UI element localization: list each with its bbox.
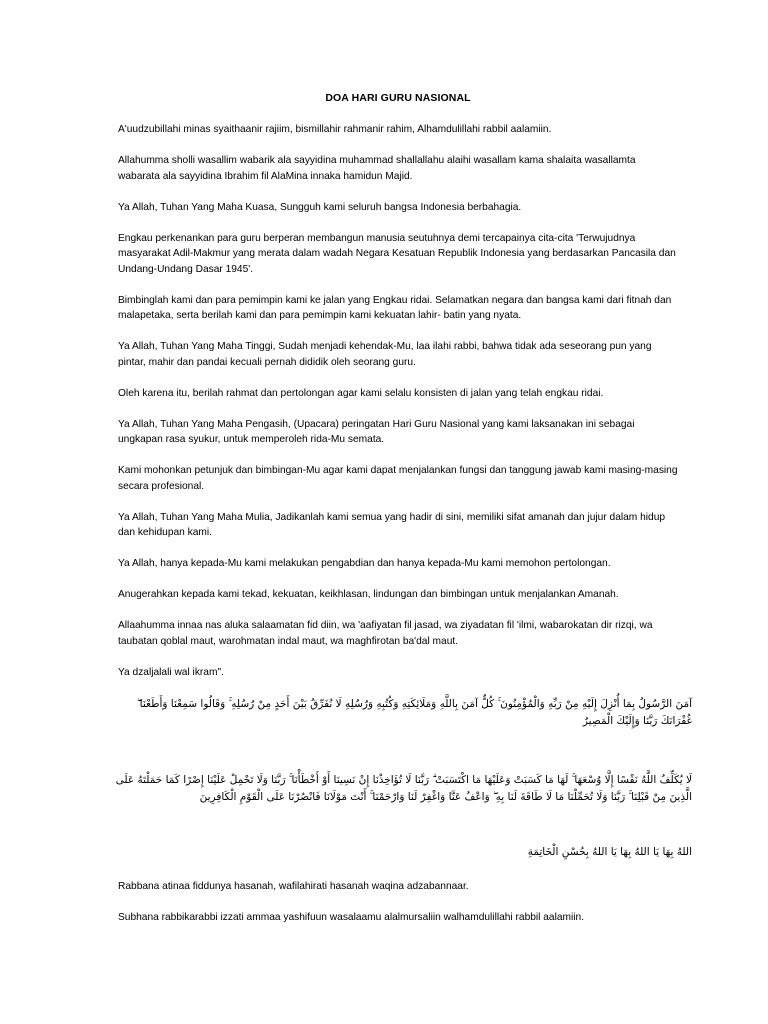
paragraph: Ya Allah, hanya kepada-Mu kami melakukan pengabdian dan hanya kepada-Mu kami memohon pertolongan. (118, 558, 611, 569)
paragraph: Oleh karena itu, berilah rahmat dan pertolongan agar kami selalu konsisten di jalan yang telah engkau ridai. (118, 387, 604, 399)
paragraph-sholawat: Allahumma sholli wasallim wabarik ala sayyidina muhammad shallallahu alaihi wasallam kama shalaita wasallamta wabarata ala sayyidina Ibrahim fil AlaMina innaka hamidun Majid. (118, 155, 636, 182)
paragraph: Kami mohonkan petunjuk dan bimbingan-Mu agar kami dapat menjalankan fungsi dan tanggung jawab kami masing-masing secara profesional. (118, 465, 678, 492)
paragraph-subhana: Subhana rabbikarabbi izzati ammaa yashifuun wasalaamu alalmursaliin walhamdulillahi rabbil aalamiin. (118, 911, 585, 923)
paragraph: Anugerahkan kepada kami tekad, kekuatan, keikhlasan, lindungan dan bimbingan untuk menjalankan Amanah. (118, 589, 619, 600)
paragraph: Ya Allah, Tuhan Yang Maha Mulia, Jadikanlah kami semua yang hadir di sini, memiliki sifat amanah dan jujur dalam hidup dan kehidupan kami. (118, 511, 666, 538)
paragraph-closing-ikram: Ya dzaljalali wal ikram". (118, 666, 224, 678)
paragraph: Ya Allah, Tuhan Yang Maha Tinggi, Sudah menjadi kehendak-Mu, laa ilahi rabbi, bahwa tidak ada seseorang pun yang pintar, mahir dan pandai kecuali pernah dididik oleh seorang guru. (118, 341, 652, 368)
arabic-verse-1: آمَنَ الرَّسُولُ بِمَا أُنْزِلَ إِلَيْهِ مِنْ رَبِّهِ وَالْمُؤْمِنُونَ ۚ كُلٌّ آمَنَ بِاللَّهِ وَمَلَائِكَتِهِ وَكُتُبِهِ وَرُسُلِهِ لَا نُفَرِّقُ بَيْنَ أَحَدٍ مِنْ رُسُلِهِ ۚ وَقَالُوا سَمِعْنَا وَأَطَعْنَا ۖ غُفْرَانَكَ رَبَّنَا وَإِلَيْكَ الْمَصِيرُ (137, 697, 692, 727)
paragraph: Bimbinglah kami dan para pemimpin kami ke jalan yang Engkau ridai. Selamatkan negara dan bangsa kami dari fitnah dan malapetaka, serta berilah kami dan para pemimpin kami kekuatan lahir- batin yang nyata. (118, 294, 672, 321)
paragraph: Ya Allah, Tuhan Yang Maha Pengasih, (Upacara) peringatan Hari Guru Nasional yang kami laksanakan ini sebagai ungkapan rasa syukur, untuk memperoleh rida-Mu semata. (118, 418, 635, 445)
arabic-verse-2: لَا يُكَلِّفُ اللَّهُ نَفْسًا إِلَّا وُسْعَهَا ۚ لَهَا مَا كَسَبَتْ وَعَلَيْهَا مَا اكْتَسَبَتْ ۗ رَبَّنَا لَا تُؤَاخِذْنَا إِنْ نَسِينَا أَوْ أَخْطَأْنَا ۚ رَبَّنَا وَلَا تَحْمِلْ عَلَيْنَا إِصْرًا كَمَا حَمَلْتَهُ عَلَى الَّذِينَ مِنْ قَبْلِنَا ۚ رَبَّنَا وَلَا تُحَمِّلْنَا مَا لَا طَاقَةَ لَنَا بِهِ ۖ وَاعْفُ عَنَّا وَاغْفِرْ لَنَا وَارْحَمْنَا ۚ أَنْتَ مَوْلَانَا فَانْصُرْنَا عَلَى الْقَوْمِ الْكَافِرِينَ (115, 773, 692, 803)
arabic-prayer-khatimah: اللهُ بِهَا يَا اللهُ بِهَا يَا اللهُ بِحُسْنِ الْخَاتِمَةِ (527, 845, 692, 858)
paragraph-rabbana: Rabbana atinaa fiddunya hasanah, wafilahirati hasanah waqina adzabannaar. (118, 880, 469, 892)
document-title: DOA HARI GURU NASIONAL (325, 92, 471, 104)
document-body (115, 92, 692, 941)
paragraph-opening: A'uudzubillahi minas syaithaanir rajiim, bismillahir rahmanir rahim, Alhamdulillahi rabbil aalamiin. (118, 124, 552, 135)
paragraph: Engkau perkenankan para guru berperan membangun manusia seutuhnya demi tercapainya cita-cita 'Terwujudnya masyarakat Adil-Makmur yang merata dalam wadah Negara Kesatuan Republik Indonesia yang berdasarkan Pancasila dan Undang-Undang Dasar 1945'. (118, 232, 676, 275)
paragraph: Allaahumma innaa nas aluka salaamatan fid diin, wa 'aafiyatan fil jasad, wa ziyadatan fil 'ilmi, wabarokatan dir rizqi, wa taubatan qoblal maut, warohmatan indal maut, wa maghfirotan ba'dal maut. (118, 620, 653, 647)
paragraph: Ya Allah, Tuhan Yang Maha Kuasa, Sungguh kami seluruh bangsa Indonesia berbahagia. (118, 201, 522, 213)
